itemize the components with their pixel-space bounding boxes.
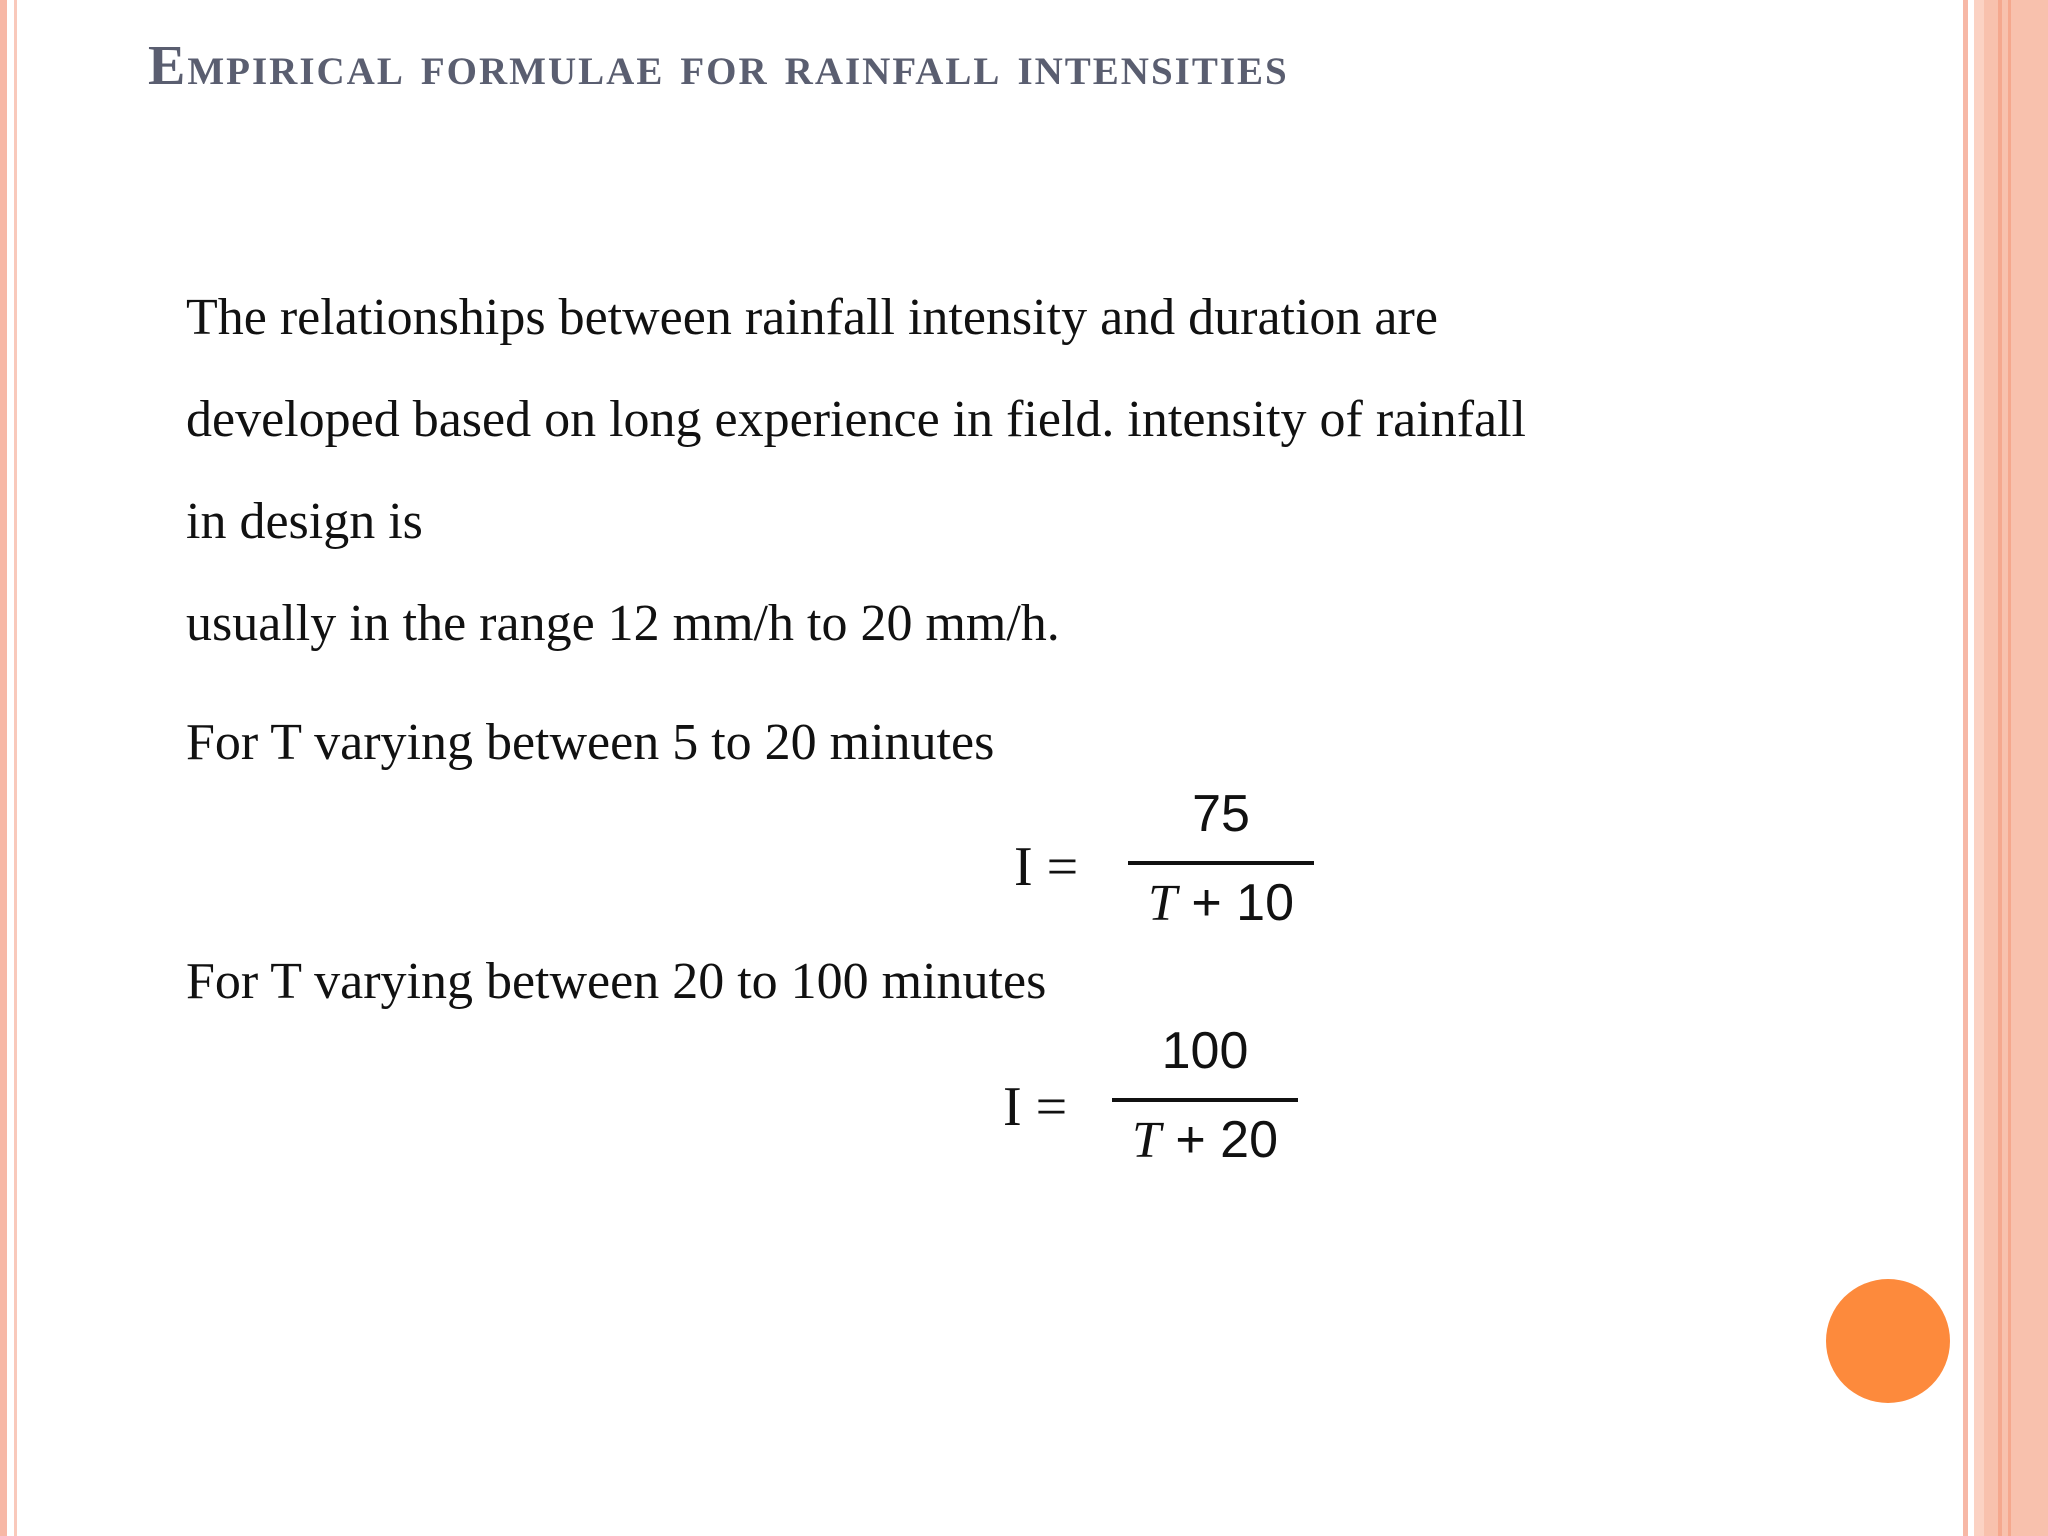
paragraph-line-3: in design is xyxy=(186,493,423,550)
equation-case2-lhs: I = xyxy=(1003,1076,1068,1138)
decorative-orange-circle xyxy=(1826,1279,1950,1403)
equation-case2-fraction-bar xyxy=(1112,1098,1298,1102)
right-border-line xyxy=(1998,0,2002,1536)
slide-title: Empirical formulae for rainfall intensities xyxy=(148,35,1289,97)
case1-label: For T varying between 5 to 20 minutes xyxy=(186,714,995,771)
equation-case2-constant: + 20 xyxy=(1160,1111,1279,1169)
left-border-stripe xyxy=(0,0,7,1536)
equation-case2-variable: T xyxy=(1131,1112,1161,1169)
equation-case1-numerator: 75 xyxy=(1192,785,1250,843)
right-border-band xyxy=(1984,0,2048,1536)
paragraph-line-2: developed based on long experience in field. intensity of rainfall xyxy=(186,391,1526,448)
equation-case2-denominator xyxy=(1112,1110,1298,1170)
equation-case1-variable: T xyxy=(1147,875,1177,932)
equation-case1-constant: + 10 xyxy=(1176,874,1295,932)
equation-case1-denominator xyxy=(1128,873,1314,933)
right-border-stripe xyxy=(1963,0,1968,1536)
paragraph-line-1: The relationships between rainfall intensity and duration are xyxy=(186,289,1438,346)
paragraph-line-4: usually in the range 12 mm/h to 20 mm/h. xyxy=(186,595,1060,652)
case2-label: For T varying between 20 to 100 minutes xyxy=(186,953,1047,1010)
right-border-stripe-light xyxy=(1974,0,1984,1536)
equation-case1-fraction-bar xyxy=(1128,861,1314,865)
right-border-line-outer xyxy=(2008,0,2011,1536)
left-border-stripe-thin xyxy=(14,0,17,1536)
equation-case1-lhs: I = xyxy=(1014,836,1079,898)
equation-case2-numerator: 100 xyxy=(1161,1022,1249,1080)
